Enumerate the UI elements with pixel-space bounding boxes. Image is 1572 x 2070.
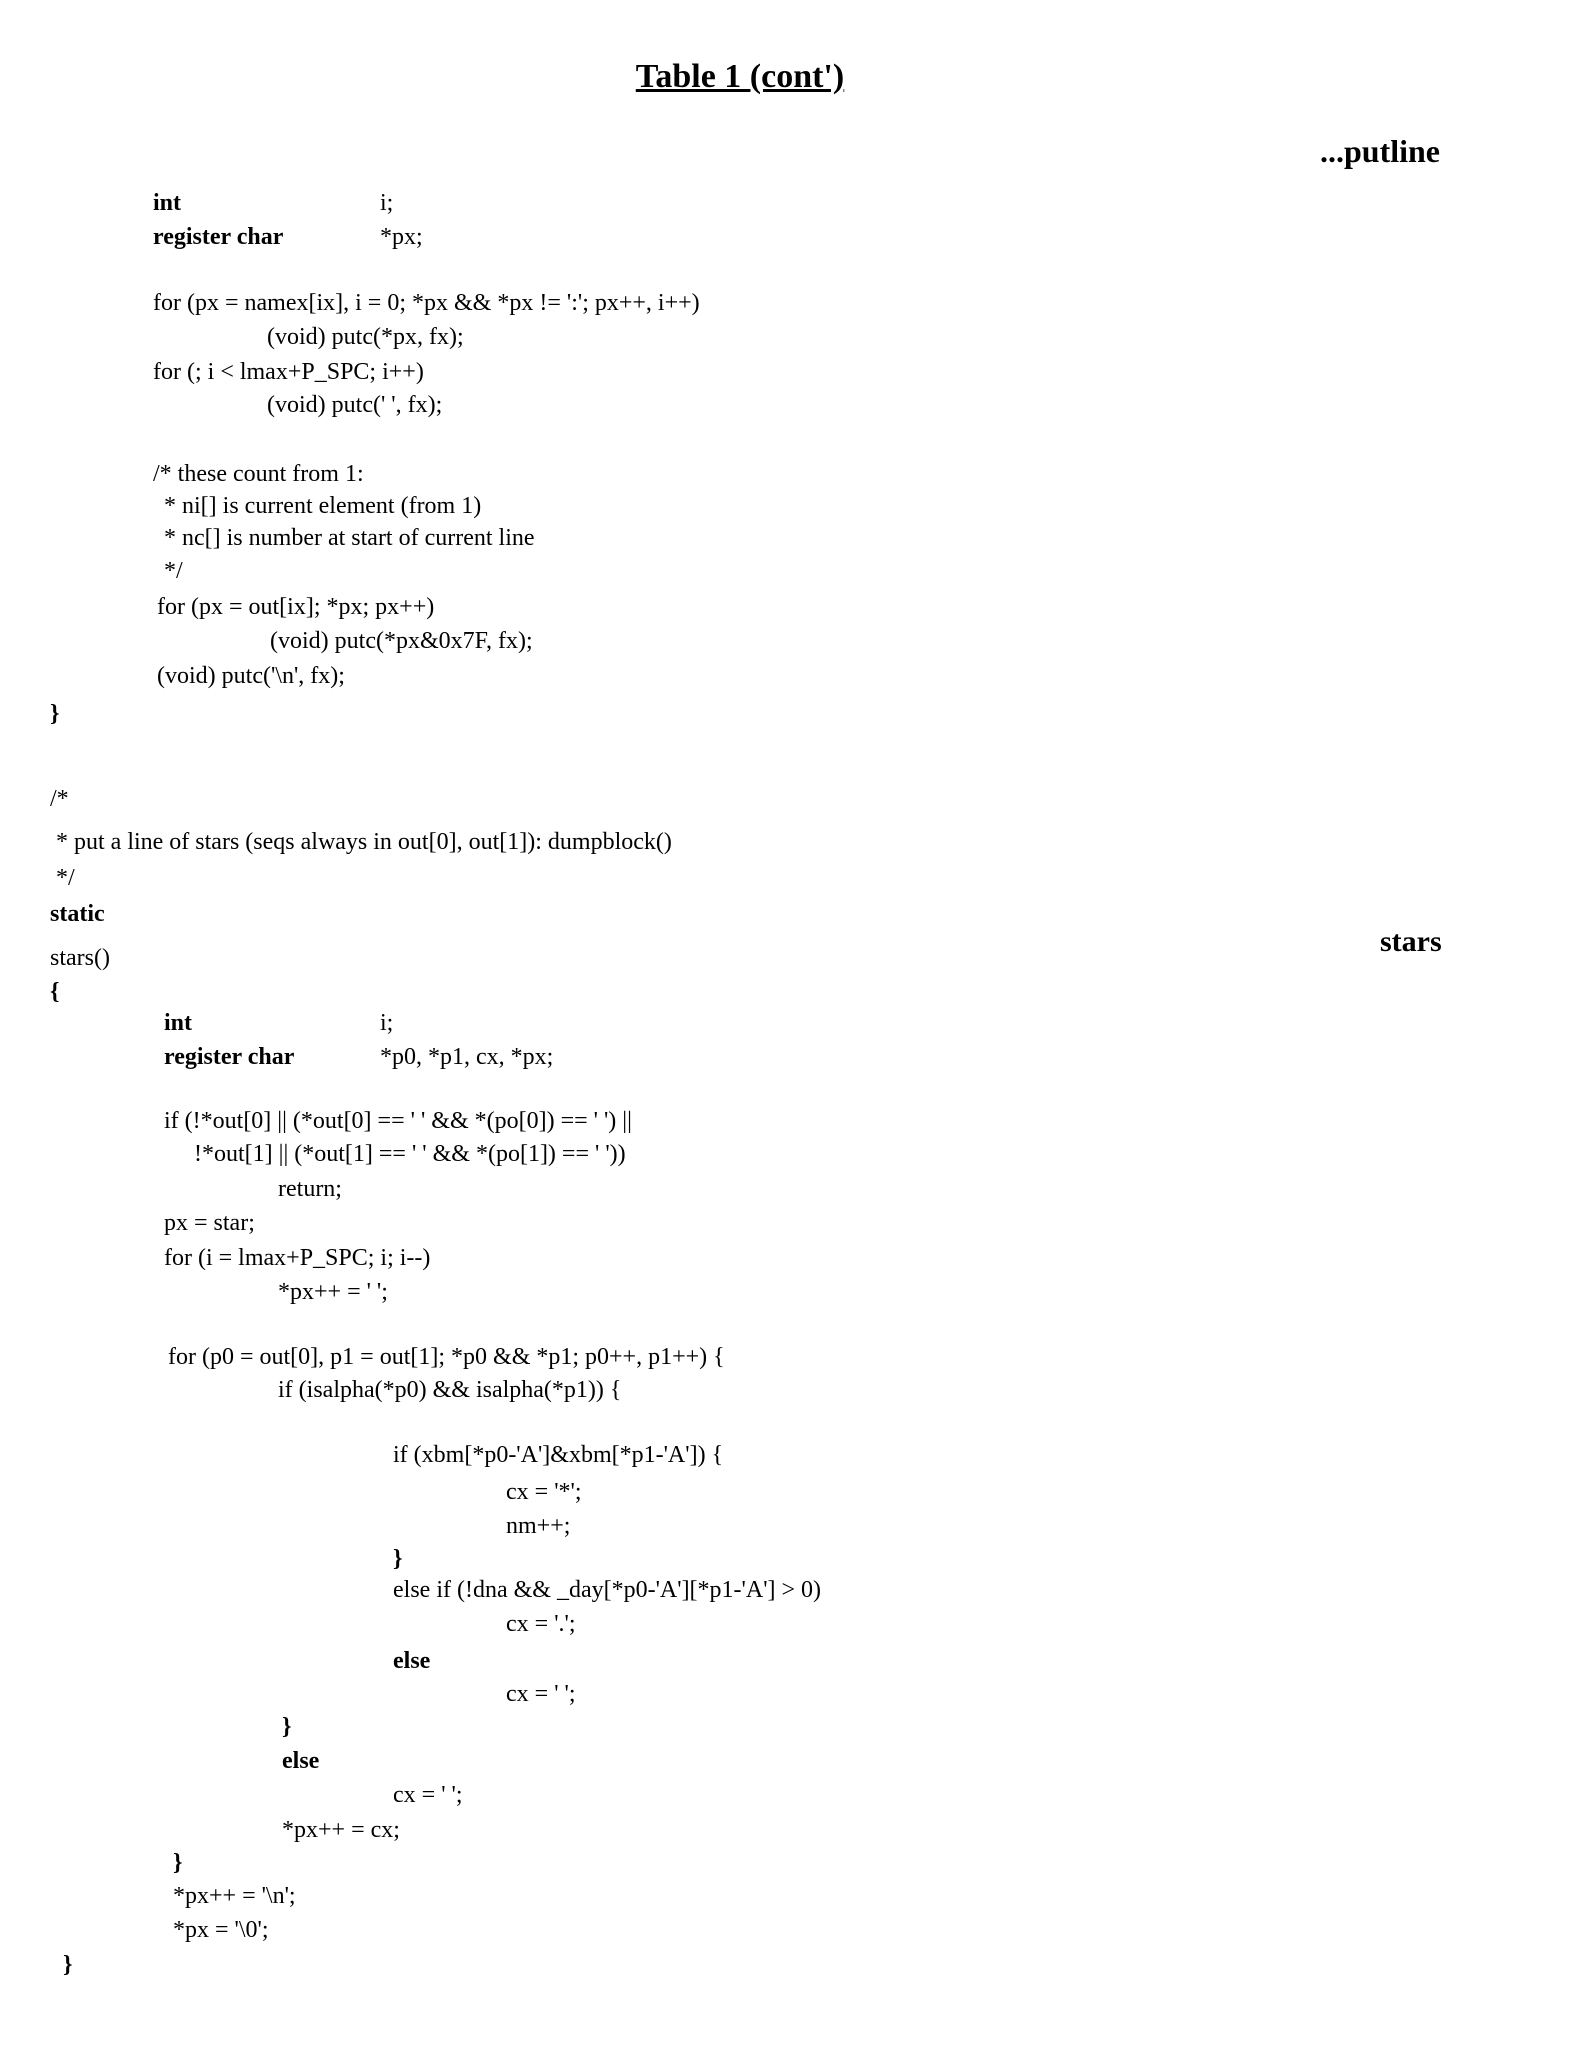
code-line: for (px = out[ix]; *px; px++) <box>157 593 434 621</box>
code-comment: /* <box>50 785 69 813</box>
page-title: Table 1 (cont') <box>0 58 1480 96</box>
code-line: } <box>393 1545 402 1573</box>
code-line: (void) putc(*px, fx); <box>267 323 464 351</box>
code-line: *px++ = '\n'; <box>173 1882 296 1910</box>
code-line: { <box>50 978 59 1006</box>
code-line: (void) putc(' ', fx); <box>267 391 442 419</box>
code-line: } <box>282 1713 291 1741</box>
code-line: int <box>164 1009 192 1037</box>
code-line: cx = '*'; <box>506 1478 582 1506</box>
code-line: if (isalpha(*p0) && isalpha(*p1)) { <box>278 1376 621 1404</box>
code-line: } <box>63 1951 72 1979</box>
code-line: if (xbm[*p0-'A']&xbm[*p1-'A']) { <box>393 1441 723 1469</box>
code-line: cx = '.'; <box>506 1610 576 1638</box>
code-comment: * put a line of stars (seqs always in out[0], out[1]): dumpblock() <box>50 828 672 856</box>
code-line: else <box>393 1647 430 1675</box>
code-line: *px++ = ' '; <box>278 1278 388 1306</box>
code-line: } <box>173 1849 182 1877</box>
code-line: register char <box>164 1043 294 1071</box>
code-line: *px = '\0'; <box>173 1916 269 1944</box>
code-line: i; <box>380 1009 393 1037</box>
code-line: register char <box>153 223 283 251</box>
code-comment: */ <box>158 557 183 585</box>
code-comment: * nc[] is number at start of current line <box>158 524 535 552</box>
code-line: for (px = namex[ix], i = 0; *px && *px != ':'; px++, i++) <box>153 289 700 317</box>
code-line: *px; <box>380 223 423 251</box>
code-line: return; <box>278 1175 342 1203</box>
code-comment: /* these count from 1: <box>153 460 364 488</box>
code-line: else <box>282 1747 319 1775</box>
code-line: } <box>50 700 59 728</box>
code-line: px = star; <box>164 1209 255 1237</box>
margin-label-putline: ...putline <box>1320 133 1440 170</box>
code-line: !*out[1] || (*out[1] == ' ' && *(po[1]) == ' ')) <box>194 1140 626 1168</box>
code-line: for (i = lmax+P_SPC; i; i--) <box>164 1244 430 1272</box>
code-line: (void) putc(*px&0x7F, fx); <box>270 627 533 655</box>
code-line: cx = ' '; <box>393 1781 463 1809</box>
margin-label-stars: stars <box>1380 925 1442 959</box>
code-comment: * ni[] is current element (from 1) <box>158 492 481 520</box>
code-line: i; <box>380 189 393 217</box>
code-line: static <box>50 900 105 928</box>
code-line: int <box>153 189 181 217</box>
code-line: for (p0 = out[0], p1 = out[1]; *p0 && *p1; p0++, p1++) { <box>168 1343 725 1371</box>
code-line: else if (!dna && _day[*p0-'A'][*p1-'A'] > 0) <box>393 1576 821 1604</box>
code-line: cx = ' '; <box>506 1680 576 1708</box>
code-line: *p0, *p1, cx, *px; <box>380 1043 553 1071</box>
code-line: nm++; <box>506 1512 570 1540</box>
code-line: *px++ = cx; <box>282 1816 400 1844</box>
code-line: stars() <box>50 944 110 972</box>
code-comment: */ <box>50 864 75 892</box>
code-line: (void) putc('\n', fx); <box>157 662 345 690</box>
code-line: if (!*out[0] || (*out[0] == ' ' && *(po[0]) == ' ') || <box>164 1107 632 1135</box>
code-line: for (; i < lmax+P_SPC; i++) <box>153 358 424 386</box>
